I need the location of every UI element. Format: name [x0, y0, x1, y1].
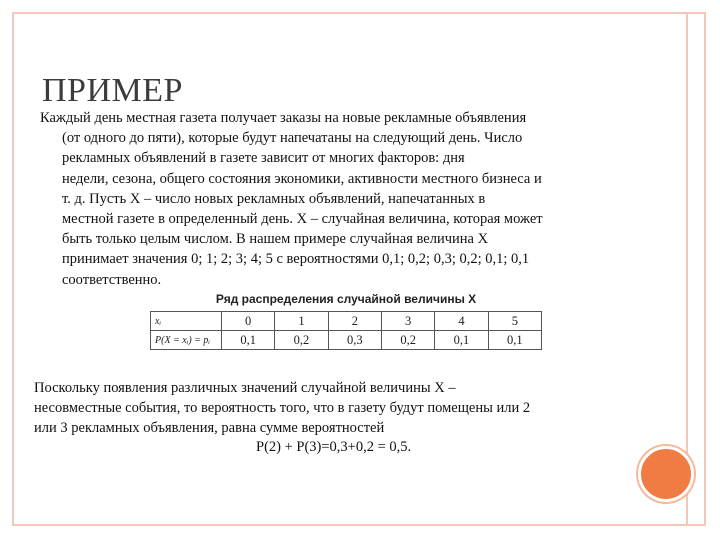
distribution-table-block	[150, 292, 542, 350]
probability-formula: P(2) + P(3)=0,3+0,2 = 0,5.	[256, 439, 412, 455]
table-cell-value: 4	[435, 312, 488, 331]
table-cell-probability: 0,1	[435, 331, 488, 350]
intro-line: местной газете в определенный день. X – случайная величина, которая может	[62, 211, 543, 228]
conclusion-paragraph	[34, 378, 684, 439]
conclusion-line: Поскольку появления различных значений случайной величины X –	[34, 380, 456, 396]
slide-frame-right-line	[686, 12, 688, 526]
table-cell-value: 2	[328, 312, 381, 331]
table-row-probabilities	[151, 331, 542, 350]
table-cell-value: 1	[275, 312, 328, 331]
table-cell-value: 3	[381, 312, 434, 331]
intro-line: принимает значения 0; 1; 2; 3; 4; 5 с вероятностями 0,1; 0,2; 0,3; 0,2; 0,1; 0,1	[62, 251, 530, 268]
table-row-values	[151, 312, 542, 331]
table-caption: Ряд распределения случайной величины X	[215, 292, 477, 306]
conclusion-line: или 3 рекламных объявления, равна сумме вероятностей	[34, 420, 385, 437]
intro-line: Каждый день местная газета получает заказы на новые рекламные объявления	[40, 110, 527, 126]
intro-paragraph	[40, 108, 680, 290]
table-cell-probability: 0,1	[222, 331, 275, 350]
intro-line: (от одного до пяти), которые будут напечатаны на следующий день. Число	[62, 130, 523, 147]
row-header-values: xᵢ	[151, 312, 222, 331]
table-cell-probability: 0,2	[381, 331, 434, 350]
intro-line: соответственно.	[62, 271, 162, 288]
intro-line: недели, сезона, общего состояния экономики, активности местного бизнеса и	[62, 170, 542, 187]
table-cell-value: 0	[222, 312, 275, 331]
slide-title: ПРИМЕР	[42, 72, 183, 109]
table-cell-probability: 0,1	[488, 331, 541, 350]
distribution-table	[150, 311, 542, 350]
intro-line: т. д. Пусть X – число новых рекламных объявлений, напечатанных в	[62, 190, 486, 207]
table-cell-probability: 0,2	[275, 331, 328, 350]
decorative-circle	[638, 446, 694, 502]
row-header-probabilities: P(X = xᵢ) = pᵢ	[151, 331, 222, 350]
intro-line: рекламных объявлений в газете зависит от многих факторов: дня	[62, 150, 465, 167]
conclusion-line: несовместные события, то вероятность того, что в газету будут помещены или 2	[34, 400, 531, 417]
intro-line: быть только целым числом. В нашем примере случайная величина X	[62, 231, 489, 248]
table-cell-value: 5	[488, 312, 541, 331]
table-cell-probability: 0,3	[328, 331, 381, 350]
